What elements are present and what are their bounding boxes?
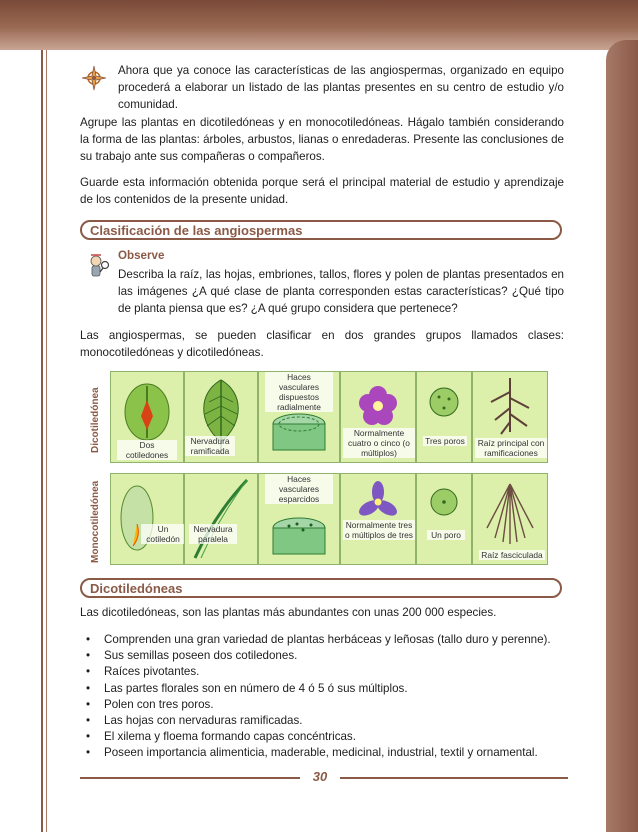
caption-dico-leaf: Nervadura ramificada	[185, 436, 235, 456]
seed-one-cotyledon-icon	[111, 474, 183, 564]
classification-figure	[88, 369, 548, 565]
section-title: Clasificación de las angiospermas	[90, 223, 303, 238]
save-paragraph: Guarde esta información obtenida porque será el principal material de estudio y aprendizaje de los contenidos de la presente unidad.	[80, 176, 564, 206]
footer-line-right	[340, 777, 568, 779]
caption-dico-seed: Dos cotiledones	[117, 440, 177, 460]
parallel-veined-leaf-icon	[185, 474, 257, 564]
section-heading-clasificacion	[80, 220, 562, 240]
observe-icon	[85, 253, 111, 281]
caption-mono-stem: Haces vasculares esparcidos	[265, 474, 333, 504]
cell-dico-flower	[340, 371, 416, 463]
caption-mono-pollen: Un poro	[427, 530, 465, 540]
caption-mono-seed: Un cotiledón	[141, 524, 185, 544]
page-number: 30	[312, 769, 328, 784]
section-heading-dicotiledoneas	[80, 578, 562, 598]
footer-line-left	[80, 777, 300, 779]
row-label-dicotiledonea: Dicotiledónea	[90, 387, 101, 453]
list-item: • Las hojas con nervaduras ramificadas.	[84, 713, 570, 729]
caption-mono-leaf: Nervadura paralela	[189, 524, 237, 544]
classes-paragraph: Las angiospermas, se pueden clasificar en dos grandes grupos llamados clases: monocotiledóneas y dicotiledóneas.	[80, 329, 564, 359]
list-item: • El xilema y floema formando capas concéntricas.	[84, 729, 570, 745]
left-margin-line	[41, 50, 43, 832]
observe-paragraph: Describa la raíz, las hojas, embriones, tallos, flores y polen de plantas presentados en las imágenes ¿A qué clase de planta corresponden estas características? ¿Qué tipo de planta piensa que es? ¿A qué grupo considera que pertenece?	[118, 268, 564, 315]
cell-dico-root	[472, 371, 548, 463]
dico-bullet-list	[84, 632, 570, 762]
left-margin-line-thin	[46, 50, 47, 832]
group-paragraph: Agrupe las plantas en dicotiledóneas y en monocotiledóneas. Hágalo también considerando la forma de las plantas: árboles, arbustos, lianas o enredaderas. Presente las conclusiones de su trabajo ante sus compañeras o compañeros.	[80, 116, 564, 163]
cell-mono-seed	[110, 473, 184, 565]
cell-dico-leaf	[184, 371, 258, 463]
three-pore-pollen-icon	[417, 372, 471, 462]
caption-dico-stem: Haces vasculares dispuestos radialmente	[265, 372, 333, 412]
list-item: • Poseen importancia alimenticia, maderable, medicinal, industrial, textil y ornamental.	[84, 745, 570, 761]
list-item: • Polen con tres poros.	[84, 697, 570, 713]
caption-mono-flower: Normalmente tres o múltiplos de tres	[343, 520, 415, 540]
cell-mono-pollen	[416, 473, 472, 565]
cell-mono-root	[472, 473, 548, 565]
caption-dico-pollen: Tres poros	[423, 436, 467, 446]
list-item: • Sus semillas poseen dos cotiledones.	[84, 648, 570, 664]
list-item: • Las partes florales son en número de 4 ó 5 ó sus múltiplos.	[84, 681, 570, 697]
list-item: • Comprenden una gran variedad de plantas herbáceas y leñosas (tallo duro y perenne).	[84, 632, 570, 648]
caption-dico-root: Raíz principal con ramificaciones	[475, 438, 547, 458]
cell-mono-stem	[258, 473, 340, 565]
row-label-monocotiledonea: Monocotiledónea	[90, 480, 101, 563]
cell-mono-leaf	[184, 473, 258, 565]
cell-mono-flower	[340, 473, 416, 565]
caption-mono-root: Raíz fasciculada	[479, 550, 545, 560]
list-item: • Raíces pivotantes.	[84, 664, 570, 680]
cell-dico-stem	[258, 371, 340, 463]
one-pore-pollen-icon	[417, 474, 471, 564]
top-banner	[0, 0, 638, 50]
cell-dico-pollen	[416, 371, 472, 463]
section-title: Dicotiledóneas	[90, 581, 183, 596]
caption-dico-flower: Normalmente cuatro o cinco (o múltiplos)	[343, 428, 415, 458]
observe-title: Observe	[118, 249, 165, 262]
three-petal-flower-icon	[341, 474, 415, 564]
right-margin-bar	[606, 40, 638, 832]
dico-paragraph: Las dicotiledóneas, son las plantas más abundantes con unas 200 000 especies.	[80, 606, 497, 619]
group-work-icon	[80, 64, 108, 92]
cell-dico-seed	[110, 371, 184, 463]
intro-paragraph: Ahora que ya conoce las características de las angiospermas, organizado en equipo procederá a elaborar un listado de las plantas presentes en su centro de estudio y/o comunidad.	[118, 64, 564, 111]
